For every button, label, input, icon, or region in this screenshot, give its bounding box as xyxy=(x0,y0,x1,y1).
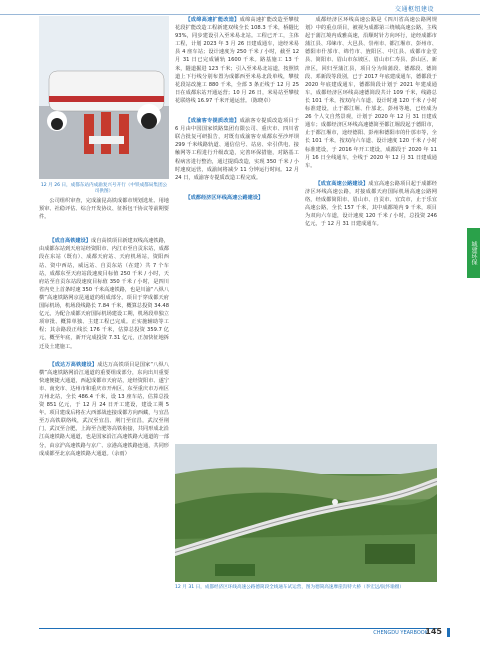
header-rule xyxy=(0,14,480,15)
column-2 xyxy=(175,16,299,202)
heading-chengyu: 【成渝客专提质改造】 xyxy=(185,118,240,125)
paragraph-chengdawan: 成达万高铁项目是国家“八纵八横”高速铁路网沿江通道的重要组成部分，东向出川重要快速便捷大通道，西起成都市天府站，途经资阳市、遂宁市、南充市、达州市和重庆市开州区，东至重庆市万州区万州北站，全长 486.4 千米，设 13 座车站，估算总投资 851 亿元，于 12 月 24 日开工建设，建设工期 5 年。项目建成后将在大西部战连接成都方向西藏，与宜昌至万高铁联络线，武汉至宜昌、荆门至宜昌，武汉至荆门，武汉至合肥，上海至合肥等高铁衔接，共同形成北沿江高速铁路大通道，也是国家沿江高速铁路大通道的一部分，由京沪高速铁路与京广、京港高速铁路连通，共同形成成都至北京高速铁路大通道。（余雨） xyxy=(39,361,169,457)
section-side-tab: 城建环保 xyxy=(467,228,480,278)
paragraph-chengyi: 成宜高速公路项目起于成都经济区环线高速公路，对接成都天府国际机场高速公路网络，经成都简阳市、眉山市、自贡市、宜宾市，止于乐宜高速公路，全长 157 千米，其中成都境内 9 千米，项目为双向六车道，设计速度 120 千米 / 小时，总投资 246 亿元，于 12 月 31 日建成通车。 xyxy=(305,180,437,228)
paragraph-chengyu: 成渝客专提质改造项目于 6 月由中国国家铁路集团有限公司、重庆市、四川省联合批复可研报告，对既有成渝客专成都东至沙坪坝 299 千米线路轨道、通信信号、站房、牵引供电、接触网等工程进行升级改造，完善环保措施，对路基工程病害进行整治，通过提质改造，实现 350 千米 / 小时速度运营，成渝间将减少 11 分钟运行时间。12 月 24 日，成渝客专提质改造工程完成。 xyxy=(175,118,299,181)
footer-rule xyxy=(39,628,437,629)
highway-bridge-photo xyxy=(175,444,437,582)
bottom-photo-caption: 12 月 31 日，成都经济区环线高速公路德简段全线通车试运营，图为德简高速摩崖沟特大桥（李宏远/阮怀瑜摄） xyxy=(175,585,404,590)
heading-ring-expressway: 【成都经济区环线高速公路建设】 xyxy=(185,194,264,201)
page-number: 145 xyxy=(425,627,442,636)
train-launch-photo xyxy=(39,16,169,179)
paragraph-ring-expressway: 成都经济区环线高速公路是《四川省高速公路网规划》中的重点项目，被视为成都第三绕城高速公路，主线起于蒲江境内成雅高速，沿顺时针方向环行，途经成都市蒲江县、邛崃市、大邑县、崇州市、都江堰市、彭州市、德阳市什邡市、绵竹市、旌阳区、中江县、成都市金堂县、简阳市、眉山市东坡区、眉山市仁寿县、彭山区、新津区，回归至蒲江县，项目分为简蒲段、德都段、德简段、邓新段等段别，已于 2017 年底建成通车，德都段于 2020 年底建成通车，德都简段计划于 2021 年建成通车。成都经济区环线高速德简段共计 109 千米，线路总长 101 千米，按双向六车道、设计时速 120 千米 / 小时标准建设，止于都江堰、什邡北、彭州等地，已经成为 26 个人文自然景观，计划于 2020 年 12 月 31 日建成通车；成都经济区环线高速德简至都江堰段起于德阳市，止于都江堰市，途经德阳、彭州和德阳市的什邡市等，全长 101 千米，按双向六车道、设计速度 120 千米 / 小时标准建设，于 2016 年开工建设，成都段于 2020 年 11 月 16 日全线通车，全线于 2020 年 12 月 31 日建成通车。 xyxy=(305,17,437,169)
heading-chengyi: 【成宜高速公路建设】 xyxy=(315,180,369,187)
paragraph-chengzi: 成自高铁项目新建双线高速铁路，由成都东站到天府站经资阳市、内江市至自贡东站，成都段在东站（既有）、成都天府站、天府机场站，资阳西站、资中西站，威远站、自贡东站（在建）共 7 个车站，成都东至天府站段速度目标值 250 千米 / 小时，天府站至自贡东站段速度目标值 350 千米 / 小时，是四川省内史上首条时速 350 千米高速铁路，也是川渝“八纵八横”高速铁路网京昆通道的组成部分。项目于穿成都天府国际机场，机场段线路长 7.84 千米，概算总投资 34.48 亿元，为配合成都天府国际机场建设工期，机场段单独立项审批、概算单独、主建工程已完成。正实施辅助等工程；其余路段正线长 176 千米，估算总投资 359.7 亿元，概至年底，新开完成投资 7.31 亿元，正加快征地拆迁及土建施工。 xyxy=(39,238,170,350)
heading-chengzi: 【成自高铁建设】 xyxy=(49,238,91,245)
page-accent-bar xyxy=(447,628,450,637)
paragraph-1: 公司组织审查，完成渝昆高铁成都市规划选址、用地预审、社稳评估、综合开发协议、征拆包干协议等前期要件。 xyxy=(39,198,169,221)
heading-chengdawan: 【成达万高铁建设】 xyxy=(49,361,98,368)
column-1 xyxy=(39,197,169,458)
photo-caption: 12 月 26 日，成都东站内成渝复兴号开行（中铁成都局集团公司供图） xyxy=(40,183,168,194)
heading-chengmian: 【成绵高速扩能改造】 xyxy=(185,17,240,23)
section-header: 交通枢纽建设 xyxy=(394,6,434,13)
footer-yearbook-label: CHENGDU YEARBOOK xyxy=(373,630,428,636)
column-3 xyxy=(305,16,437,228)
paragraph-chengmian: 成绵高速扩能改造至攀枝花段扩能改造工程新建双线全长 108.3 千米，桥隧比 93%，同步建设引入至米易北站。工程已开工，主体工程，计划 2023 年 3 月 26 日建成通车，途经米易县 4 座车站；设计速度为 250 千米 / 小时，截至 12 月 31 日已完成铺轨 1600 千米。路基施工 13 千米，隧道掘进 123 千米；引入至米易北站道，按照铁道上下行线分别布置为成都西至米易北段单线，攀枝花段站改施工 880 千米，全部 3 条正线于 12 月 25 日在成都东站开通运营；10 月 26 日，米易站至攀枝花联络线 16.97 千米开通运营。（陈晓卓） xyxy=(175,17,299,104)
